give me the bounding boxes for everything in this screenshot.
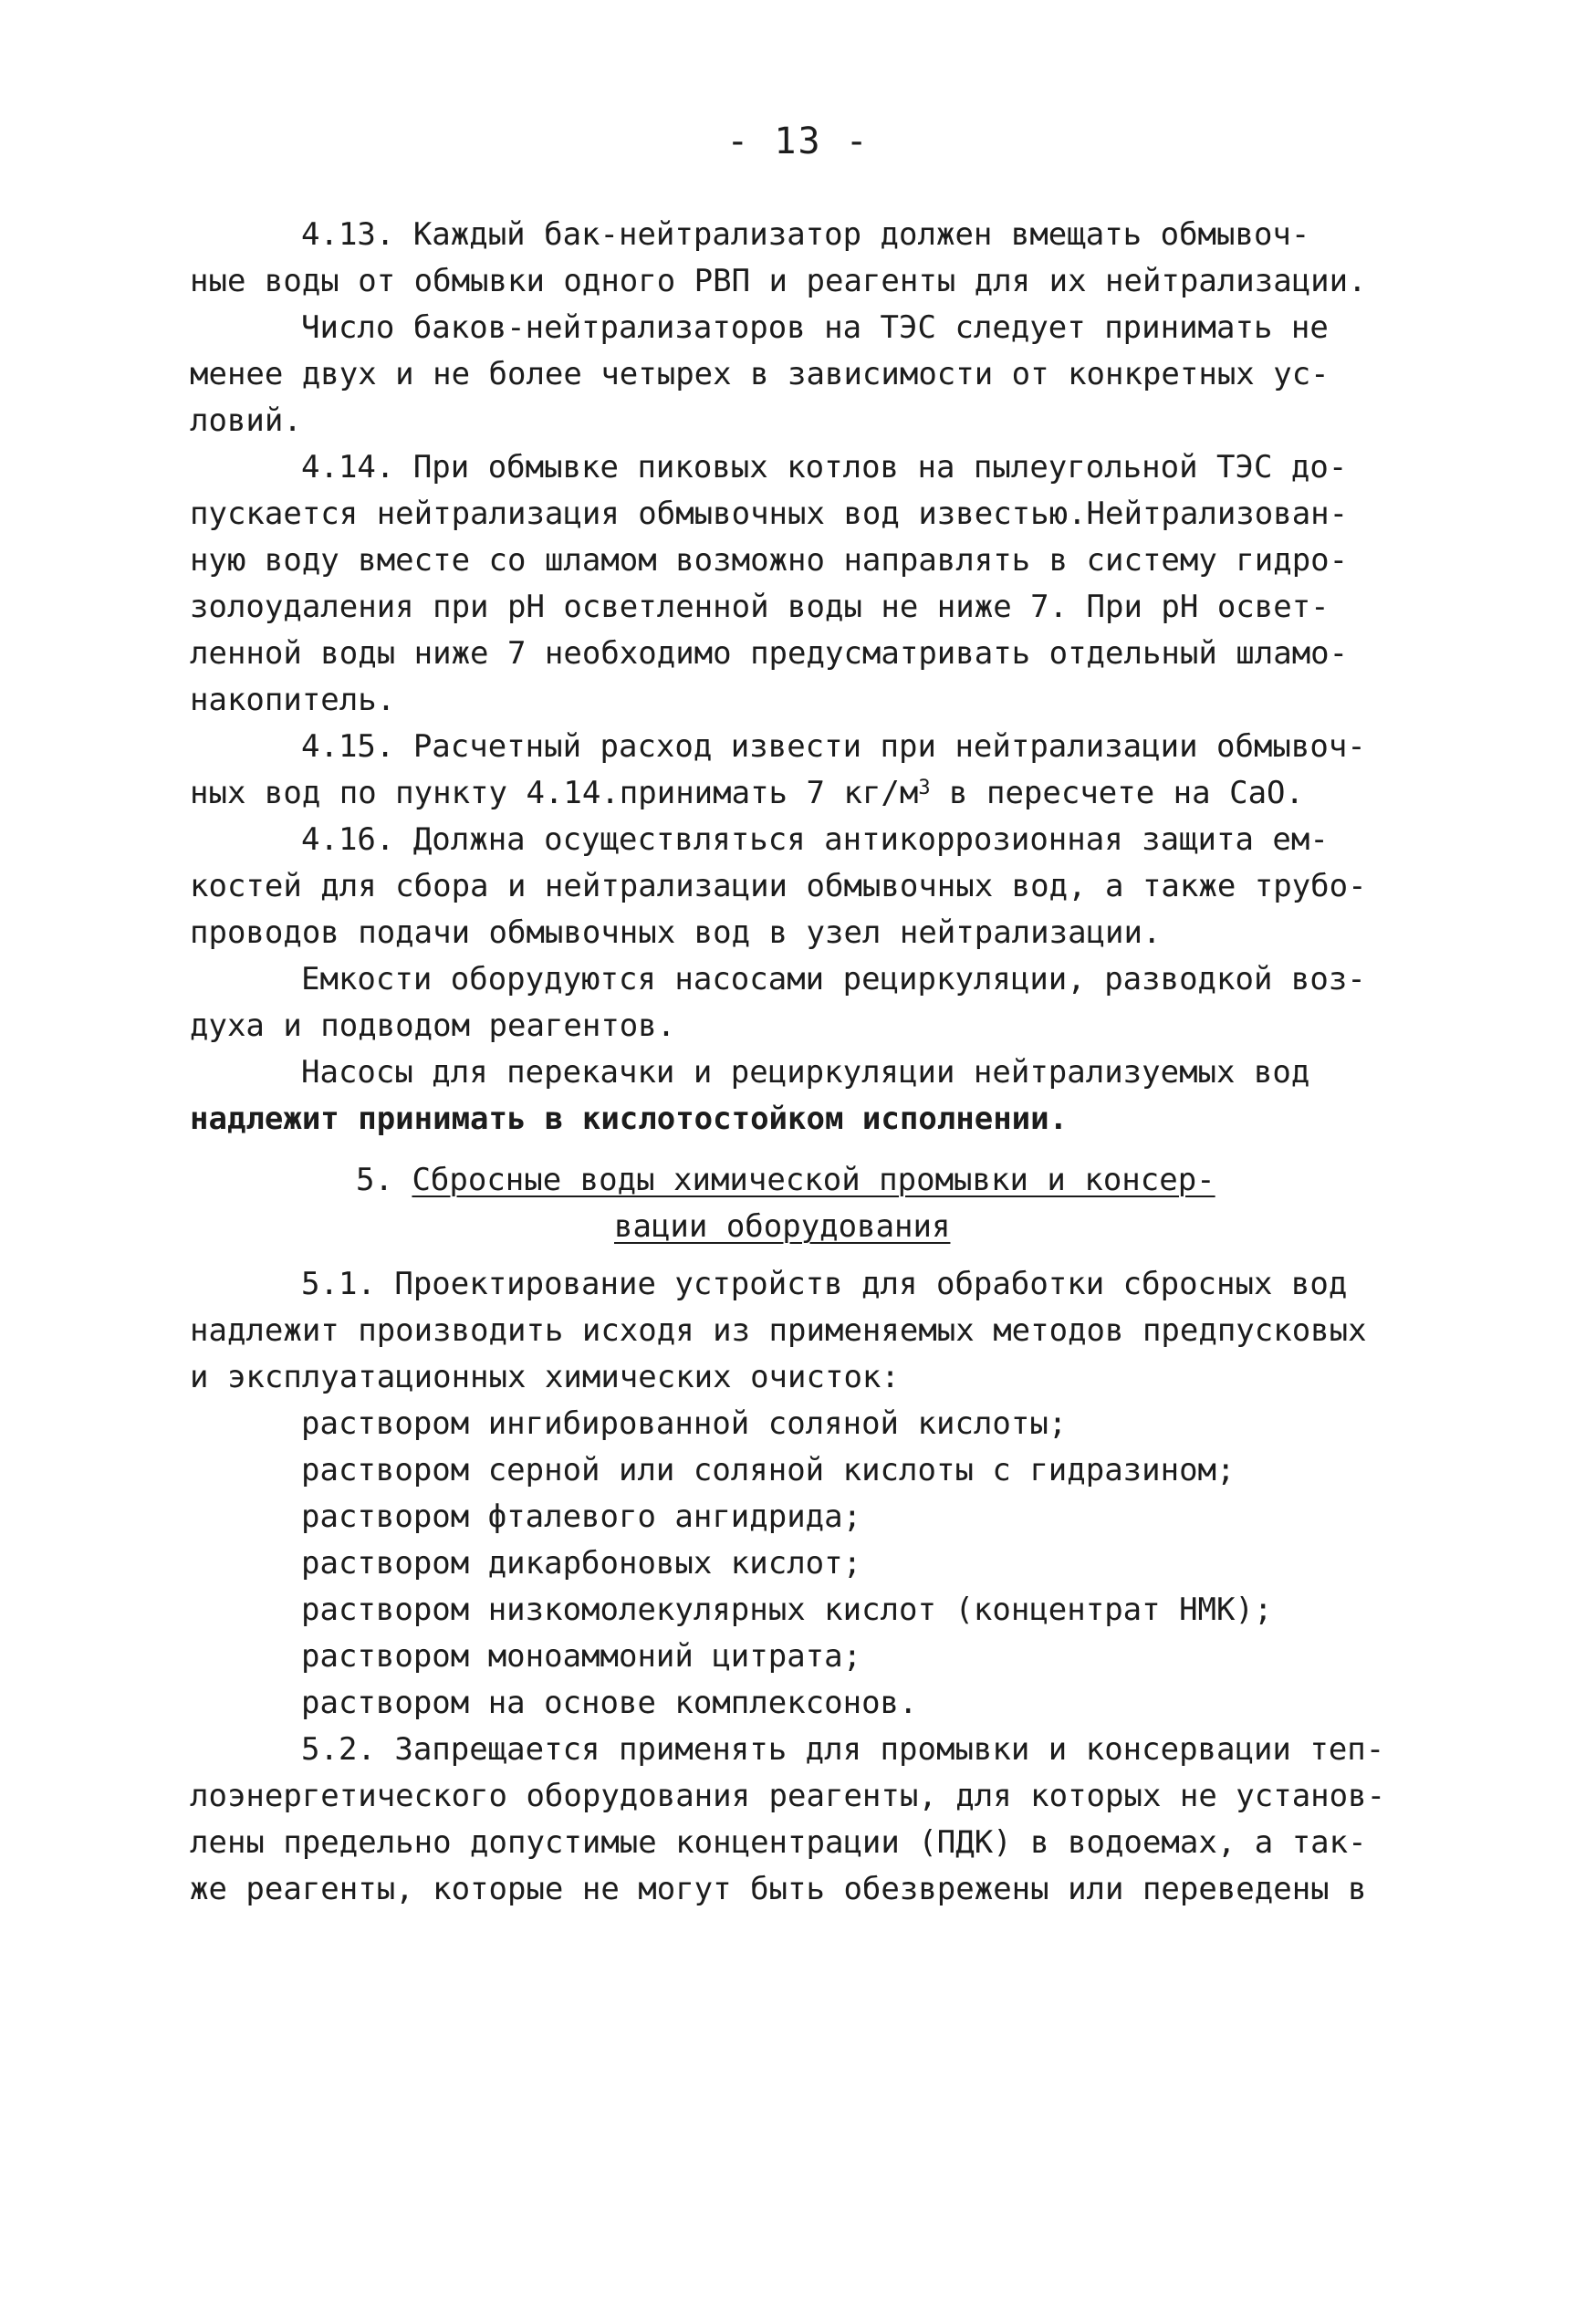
paragraph-4-16-line-6: Насосы для перекачки и рециркуляции нейтрализуемых вод (301, 1054, 1310, 1091)
paragraph-4-13-line-2: ные воды от обмывки одного РВП и реагенты для их нейтрализации. (190, 263, 1367, 299)
paragraph-5-2-line-3: лены предельно допустимые концентрации (ПДК) в водоемах, а так- (190, 1824, 1367, 1861)
paragraph-5-2-line-1: 5.2. Запрещается применять для промывки и консервации теп- (301, 1731, 1385, 1768)
paragraph-4-13-line-5: ловий. (190, 402, 302, 439)
paragraph-5-2-line-2: лоэнергетического оборудования реагенты, для которых не установ- (190, 1778, 1386, 1814)
list-item: раствором фталевого ангидрида; (301, 1498, 862, 1535)
list-item: раствором низкомолекулярных кислот (концентрат НМК); (301, 1592, 1273, 1628)
paragraph-4-16-line-5: духа и подводом реагентов. (190, 1008, 676, 1044)
section-5-title-line-2 (190, 1204, 1403, 1250)
paragraph-4-16-line-2: костей для сбора и нейтрализации обмывочных вод, а также трубо- (190, 868, 1367, 904)
paragraph-4-14-line-5: ленной воды ниже 7 необходимо предусматривать отдельный шламо- (190, 635, 1349, 672)
paragraph-5-1-line-3: и эксплуатационных химических очисток: (190, 1359, 900, 1395)
paragraph-5-1-line-2: надлежит производить исходя из применяемых методов предпусковых (190, 1312, 1367, 1349)
paragraph-4-14 (190, 444, 1403, 724)
page-number: - 13 - (726, 120, 870, 162)
paragraph-4-16-line-7: надлежит принимать в кислотостойком исполнении. (190, 1101, 1069, 1137)
paragraph-4-14-line-2: пускается нейтрализация обмывочных вод известью.Нейтрализован- (190, 496, 1349, 532)
paragraph-4-15-line-2-tail: в пересчете на СаО. (930, 775, 1304, 811)
paragraph-5-2-line-4: же реагенты, которые не могут быть обезврежены или переведены в (190, 1871, 1367, 1907)
paragraph-4-16-line-1: 4.16. Должна осуществляться антикоррозионная защита ем- (301, 821, 1329, 858)
section-5-number: 5. (356, 1162, 393, 1198)
paragraph-4-13-line-4: менее двух и не более четырех в зависимости от конкретных ус- (190, 356, 1330, 392)
paragraph-4-13-line-3: Число баков-нейтрализаторов на ТЭС следует принимать не (301, 309, 1329, 346)
paragraph-4-13-line-1: 4.13. Каждый бак-нейтрализатор должен вмещать обмывоч- (301, 216, 1310, 253)
cubic-superscript: 3 (918, 777, 931, 799)
paragraph-4-15-line-1: 4.15. Расчетный расход извести при нейтрализации обмывоч- (301, 728, 1366, 765)
paragraph-5-1 (190, 1261, 1403, 1727)
paragraph-4-16 (190, 817, 1403, 1143)
paragraph-4-15-line-2-text: ных вод по пункту 4.14.принимать 7 кг/м (190, 775, 919, 811)
section-5-title-text-1: Сбросные воды химической промывки и консер- (412, 1162, 1215, 1198)
paragraph-4-14-line-1: 4.14. При обмывке пиковых котлов на пылеугольной ТЭС до- (301, 449, 1348, 486)
list-item: раствором на основе комплексонов. (301, 1685, 918, 1721)
paragraph-4-16-line-4: Емкости оборудуются насосами рециркуляции, разводкой воз- (301, 961, 1366, 997)
paragraph-4-14-line-6: накопитель. (190, 682, 396, 718)
paragraph-4-15 (190, 724, 1403, 817)
paragraph-5-2 (190, 1727, 1403, 1913)
paragraph-4-14-line-3: ную воду вместе со шламом возможно направлять в систему гидро- (190, 542, 1349, 579)
section-5-title-line-1 (190, 1157, 1403, 1204)
paragraph-5-1-line-1: 5.1. Проектирование устройств для обработки сбросных вод (301, 1266, 1348, 1302)
paragraph-4-16-line-3: проводов подачи обмывочных вод в узел нейтрализации. (190, 914, 1162, 951)
list-item: раствором дикарбоновых кислот; (301, 1545, 862, 1582)
section-5-title-text-2: вации оборудования (614, 1208, 951, 1245)
document-body (190, 212, 1403, 1913)
paragraph-4-15-line-2 (190, 770, 1403, 817)
list-item: раствором моноаммоний цитрата; (301, 1638, 862, 1675)
list-item: раствором ингибированной соляной кислоты; (301, 1405, 1068, 1442)
paragraph-4-13 (190, 212, 1403, 444)
paragraph-4-14-line-4: золоудаления при рН осветленной воды не ниже 7. При рН освет- (190, 589, 1330, 625)
section-5-heading (190, 1157, 1403, 1250)
list-item: раствором серной или соляной кислоты с гидразином; (301, 1452, 1236, 1488)
